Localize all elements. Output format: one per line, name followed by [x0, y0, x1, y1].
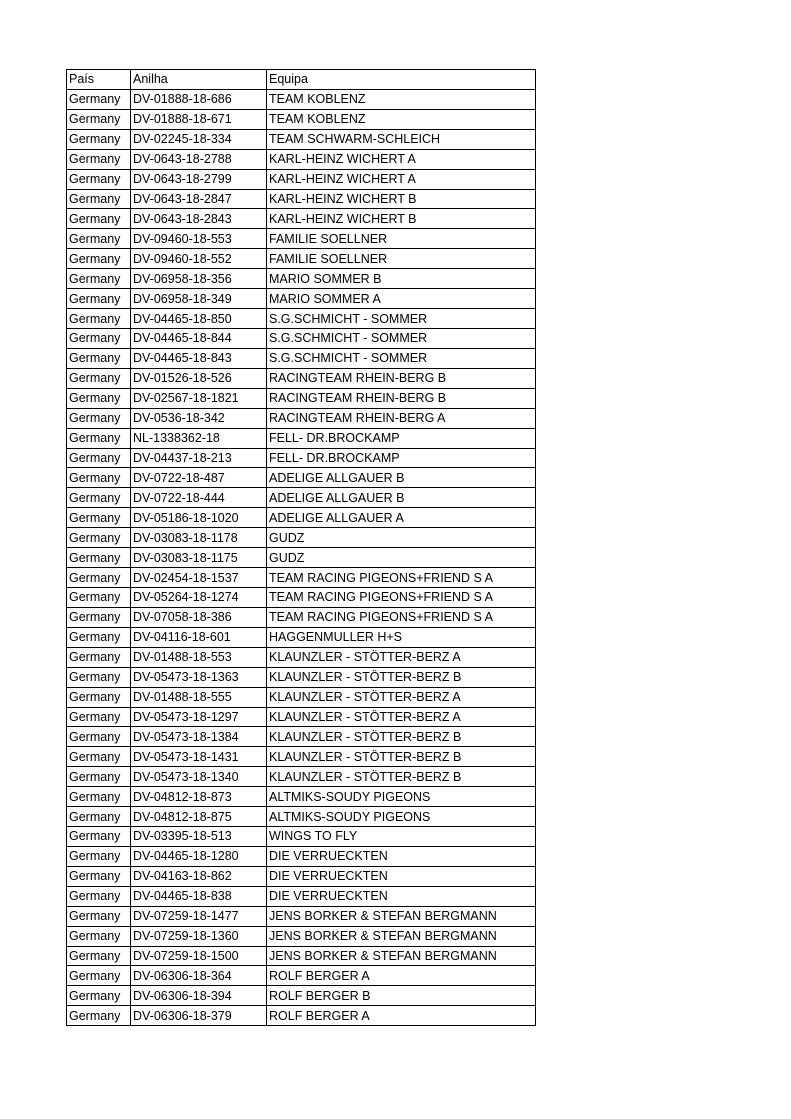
cell-anilha: DV-04812-18-875: [131, 807, 267, 827]
cell-anilha: DV-05186-18-1020: [131, 508, 267, 528]
table-row: [67, 986, 536, 1006]
cell-anilha: DV-01888-18-686: [131, 89, 267, 109]
table-row: [67, 807, 536, 827]
cell-equipa: KARL-HEINZ WICHERT A: [267, 149, 536, 169]
cell-pais: Germany: [67, 109, 131, 129]
cell-anilha: DV-03395-18-513: [131, 827, 267, 847]
table-row: [67, 548, 536, 568]
cell-anilha: DV-0722-18-487: [131, 468, 267, 488]
cell-pais: Germany: [67, 548, 131, 568]
table-row: [67, 289, 536, 309]
cell-equipa: ROLF BERGER A: [267, 1006, 536, 1026]
table-row: [67, 229, 536, 249]
table-row: [67, 568, 536, 588]
cell-equipa: KLAUNZLER - STÖTTER-BERZ A: [267, 647, 536, 667]
table-row: [67, 448, 536, 468]
cell-pais: Germany: [67, 787, 131, 807]
table-row: [67, 508, 536, 528]
cell-equipa: ROLF BERGER B: [267, 986, 536, 1006]
cell-pais: Germany: [67, 1006, 131, 1026]
cell-equipa: ADELIGE ALLGAUER B: [267, 468, 536, 488]
cell-pais: Germany: [67, 129, 131, 149]
cell-anilha: DV-04116-18-601: [131, 627, 267, 647]
table-row: [67, 328, 536, 348]
cell-pais: Germany: [67, 209, 131, 229]
cell-equipa: ALTMIKS-SOUDY PIGEONS: [267, 787, 536, 807]
cell-equipa: KLAUNZLER - STÖTTER-BERZ B: [267, 727, 536, 747]
cell-pais: Germany: [67, 906, 131, 926]
cell-anilha: DV-0643-18-2847: [131, 189, 267, 209]
table-row: [67, 587, 536, 607]
cell-pais: Germany: [67, 229, 131, 249]
table-row: [67, 667, 536, 687]
cell-equipa: KLAUNZLER - STÖTTER-BERZ B: [267, 747, 536, 767]
cell-pais: Germany: [67, 607, 131, 627]
results-table: [66, 69, 536, 1026]
cell-equipa: FELL- DR.BROCKAMP: [267, 448, 536, 468]
cell-equipa: ROLF BERGER A: [267, 966, 536, 986]
table-row: [67, 1006, 536, 1026]
cell-equipa: TEAM SCHWARM-SCHLEICH: [267, 129, 536, 149]
table-row: [67, 348, 536, 368]
cell-anilha: DV-03083-18-1175: [131, 548, 267, 568]
cell-equipa: FELL- DR.BROCKAMP: [267, 428, 536, 448]
header-equipa: Equipa: [267, 70, 536, 90]
cell-pais: Germany: [67, 687, 131, 707]
cell-anilha: DV-05264-18-1274: [131, 587, 267, 607]
cell-equipa: ADELIGE ALLGAUER B: [267, 488, 536, 508]
cell-equipa: WINGS TO FLY: [267, 827, 536, 847]
table-row: [67, 468, 536, 488]
table-row: [67, 109, 536, 129]
cell-pais: Germany: [67, 468, 131, 488]
cell-equipa: DIE VERRUECKTEN: [267, 886, 536, 906]
cell-equipa: KLAUNZLER - STÖTTER-BERZ A: [267, 707, 536, 727]
table-row: [67, 309, 536, 329]
cell-pais: Germany: [67, 368, 131, 388]
cell-anilha: DV-0643-18-2788: [131, 149, 267, 169]
table-row: [67, 767, 536, 787]
table-row: [67, 846, 536, 866]
cell-anilha: DV-01888-18-671: [131, 109, 267, 129]
cell-pais: Germany: [67, 328, 131, 348]
header-pais: País: [67, 70, 131, 90]
cell-equipa: RACINGTEAM RHEIN-BERG B: [267, 388, 536, 408]
cell-anilha: DV-05473-18-1340: [131, 767, 267, 787]
cell-equipa: S.G.SCHMICHT - SOMMER: [267, 328, 536, 348]
cell-pais: Germany: [67, 169, 131, 189]
cell-equipa: KLAUNZLER - STÖTTER-BERZ B: [267, 767, 536, 787]
cell-equipa: DIE VERRUECKTEN: [267, 866, 536, 886]
cell-pais: Germany: [67, 866, 131, 886]
cell-anilha: DV-04465-18-844: [131, 328, 267, 348]
cell-pais: Germany: [67, 647, 131, 667]
cell-equipa: KARL-HEINZ WICHERT A: [267, 169, 536, 189]
table-row: [67, 627, 536, 647]
cell-equipa: MARIO SOMMER B: [267, 269, 536, 289]
cell-anilha: DV-07259-18-1360: [131, 926, 267, 946]
cell-anilha: DV-04465-18-850: [131, 309, 267, 329]
table-row: [67, 827, 536, 847]
cell-equipa: HAGGENMULLER H+S: [267, 627, 536, 647]
table-row: [67, 368, 536, 388]
table-row: [67, 607, 536, 627]
cell-anilha: DV-01488-18-555: [131, 687, 267, 707]
cell-pais: Germany: [67, 827, 131, 847]
table-row: [67, 269, 536, 289]
cell-pais: Germany: [67, 846, 131, 866]
cell-anilha: DV-0722-18-444: [131, 488, 267, 508]
cell-pais: Germany: [67, 388, 131, 408]
cell-anilha: DV-04163-18-862: [131, 866, 267, 886]
table-row: [67, 189, 536, 209]
cell-pais: Germany: [67, 946, 131, 966]
cell-pais: Germany: [67, 528, 131, 548]
cell-equipa: TEAM RACING PIGEONS+FRIEND S A: [267, 587, 536, 607]
cell-pais: Germany: [67, 568, 131, 588]
table-row: [67, 727, 536, 747]
cell-equipa: DIE VERRUECKTEN: [267, 846, 536, 866]
cell-anilha: DV-07058-18-386: [131, 607, 267, 627]
cell-pais: Germany: [67, 667, 131, 687]
cell-equipa: S.G.SCHMICHT - SOMMER: [267, 309, 536, 329]
cell-anilha: DV-04465-18-1280: [131, 846, 267, 866]
table-row: [67, 687, 536, 707]
table-row: [67, 149, 536, 169]
cell-pais: Germany: [67, 966, 131, 986]
cell-equipa: JENS BORKER & STEFAN BERGMANN: [267, 906, 536, 926]
cell-pais: Germany: [67, 587, 131, 607]
cell-pais: Germany: [67, 348, 131, 368]
cell-anilha: DV-02454-18-1537: [131, 568, 267, 588]
table-row: [67, 946, 536, 966]
cell-anilha: DV-02567-18-1821: [131, 388, 267, 408]
cell-anilha: DV-07259-18-1500: [131, 946, 267, 966]
cell-anilha: DV-06958-18-356: [131, 269, 267, 289]
header-row: [67, 70, 536, 90]
cell-equipa: TEAM KOBLENZ: [267, 109, 536, 129]
cell-anilha: DV-06306-18-364: [131, 966, 267, 986]
cell-anilha: DV-04465-18-843: [131, 348, 267, 368]
cell-equipa: GUDZ: [267, 548, 536, 568]
cell-equipa: JENS BORKER & STEFAN BERGMANN: [267, 926, 536, 946]
cell-anilha: DV-05473-18-1363: [131, 667, 267, 687]
table-row: [67, 388, 536, 408]
cell-equipa: KARL-HEINZ WICHERT B: [267, 189, 536, 209]
cell-pais: Germany: [67, 886, 131, 906]
cell-anilha: DV-02245-18-334: [131, 129, 267, 149]
cell-equipa: TEAM RACING PIGEONS+FRIEND S A: [267, 607, 536, 627]
cell-pais: Germany: [67, 767, 131, 787]
cell-pais: Germany: [67, 89, 131, 109]
table-row: [67, 528, 536, 548]
cell-pais: Germany: [67, 807, 131, 827]
cell-pais: Germany: [67, 727, 131, 747]
cell-pais: Germany: [67, 926, 131, 946]
cell-anilha: DV-09460-18-553: [131, 229, 267, 249]
cell-pais: Germany: [67, 508, 131, 528]
table-row: [67, 169, 536, 189]
cell-pais: Germany: [67, 249, 131, 269]
cell-anilha: DV-04437-18-213: [131, 448, 267, 468]
cell-equipa: RACINGTEAM RHEIN-BERG A: [267, 408, 536, 428]
cell-equipa: RACINGTEAM RHEIN-BERG B: [267, 368, 536, 388]
cell-pais: Germany: [67, 309, 131, 329]
table-row: [67, 89, 536, 109]
cell-anilha: DV-03083-18-1178: [131, 528, 267, 548]
table-body: [67, 89, 536, 1025]
table-row: [67, 787, 536, 807]
cell-equipa: KLAUNZLER - STÖTTER-BERZ B: [267, 667, 536, 687]
cell-pais: Germany: [67, 149, 131, 169]
cell-pais: Germany: [67, 189, 131, 209]
cell-equipa: FAMILIE SOELLNER: [267, 229, 536, 249]
cell-equipa: FAMILIE SOELLNER: [267, 249, 536, 269]
cell-equipa: TEAM RACING PIGEONS+FRIEND S A: [267, 568, 536, 588]
cell-anilha: DV-05473-18-1431: [131, 747, 267, 767]
table-row: [67, 906, 536, 926]
table-row: [67, 707, 536, 727]
cell-pais: Germany: [67, 488, 131, 508]
cell-equipa: S.G.SCHMICHT - SOMMER: [267, 348, 536, 368]
table-row: [67, 966, 536, 986]
cell-anilha: DV-09460-18-552: [131, 249, 267, 269]
cell-pais: Germany: [67, 428, 131, 448]
cell-pais: Germany: [67, 448, 131, 468]
table-row: [67, 428, 536, 448]
table-row: [67, 408, 536, 428]
cell-anilha: DV-06306-18-379: [131, 1006, 267, 1026]
table-row: [67, 488, 536, 508]
cell-anilha: DV-0643-18-2843: [131, 209, 267, 229]
cell-equipa: ADELIGE ALLGAUER A: [267, 508, 536, 528]
cell-pais: Germany: [67, 269, 131, 289]
cell-equipa: KARL-HEINZ WICHERT B: [267, 209, 536, 229]
cell-anilha: DV-0536-18-342: [131, 408, 267, 428]
cell-anilha: NL-1338362-18: [131, 428, 267, 448]
cell-anilha: DV-05473-18-1384: [131, 727, 267, 747]
cell-pais: Germany: [67, 627, 131, 647]
table-row: [67, 926, 536, 946]
cell-pais: Germany: [67, 747, 131, 767]
cell-anilha: DV-06306-18-394: [131, 986, 267, 1006]
cell-anilha: DV-04465-18-838: [131, 886, 267, 906]
cell-anilha: DV-0643-18-2799: [131, 169, 267, 189]
cell-pais: Germany: [67, 408, 131, 428]
cell-equipa: KLAUNZLER - STÖTTER-BERZ A: [267, 687, 536, 707]
cell-equipa: ALTMIKS-SOUDY PIGEONS: [267, 807, 536, 827]
cell-anilha: DV-01526-18-526: [131, 368, 267, 388]
cell-anilha: DV-05473-18-1297: [131, 707, 267, 727]
table-row: [67, 647, 536, 667]
cell-anilha: DV-07259-18-1477: [131, 906, 267, 926]
cell-equipa: GUDZ: [267, 528, 536, 548]
cell-equipa: JENS BORKER & STEFAN BERGMANN: [267, 946, 536, 966]
table-row: [67, 209, 536, 229]
table-row: [67, 866, 536, 886]
table-row: [67, 129, 536, 149]
header-anilha: Anilha: [131, 70, 267, 90]
cell-anilha: DV-04812-18-873: [131, 787, 267, 807]
table-row: [67, 747, 536, 767]
cell-pais: Germany: [67, 289, 131, 309]
cell-pais: Germany: [67, 986, 131, 1006]
table-row: [67, 886, 536, 906]
cell-anilha: DV-01488-18-553: [131, 647, 267, 667]
cell-pais: Germany: [67, 707, 131, 727]
cell-equipa: MARIO SOMMER A: [267, 289, 536, 309]
table-row: [67, 249, 536, 269]
cell-equipa: TEAM KOBLENZ: [267, 89, 536, 109]
cell-anilha: DV-06958-18-349: [131, 289, 267, 309]
